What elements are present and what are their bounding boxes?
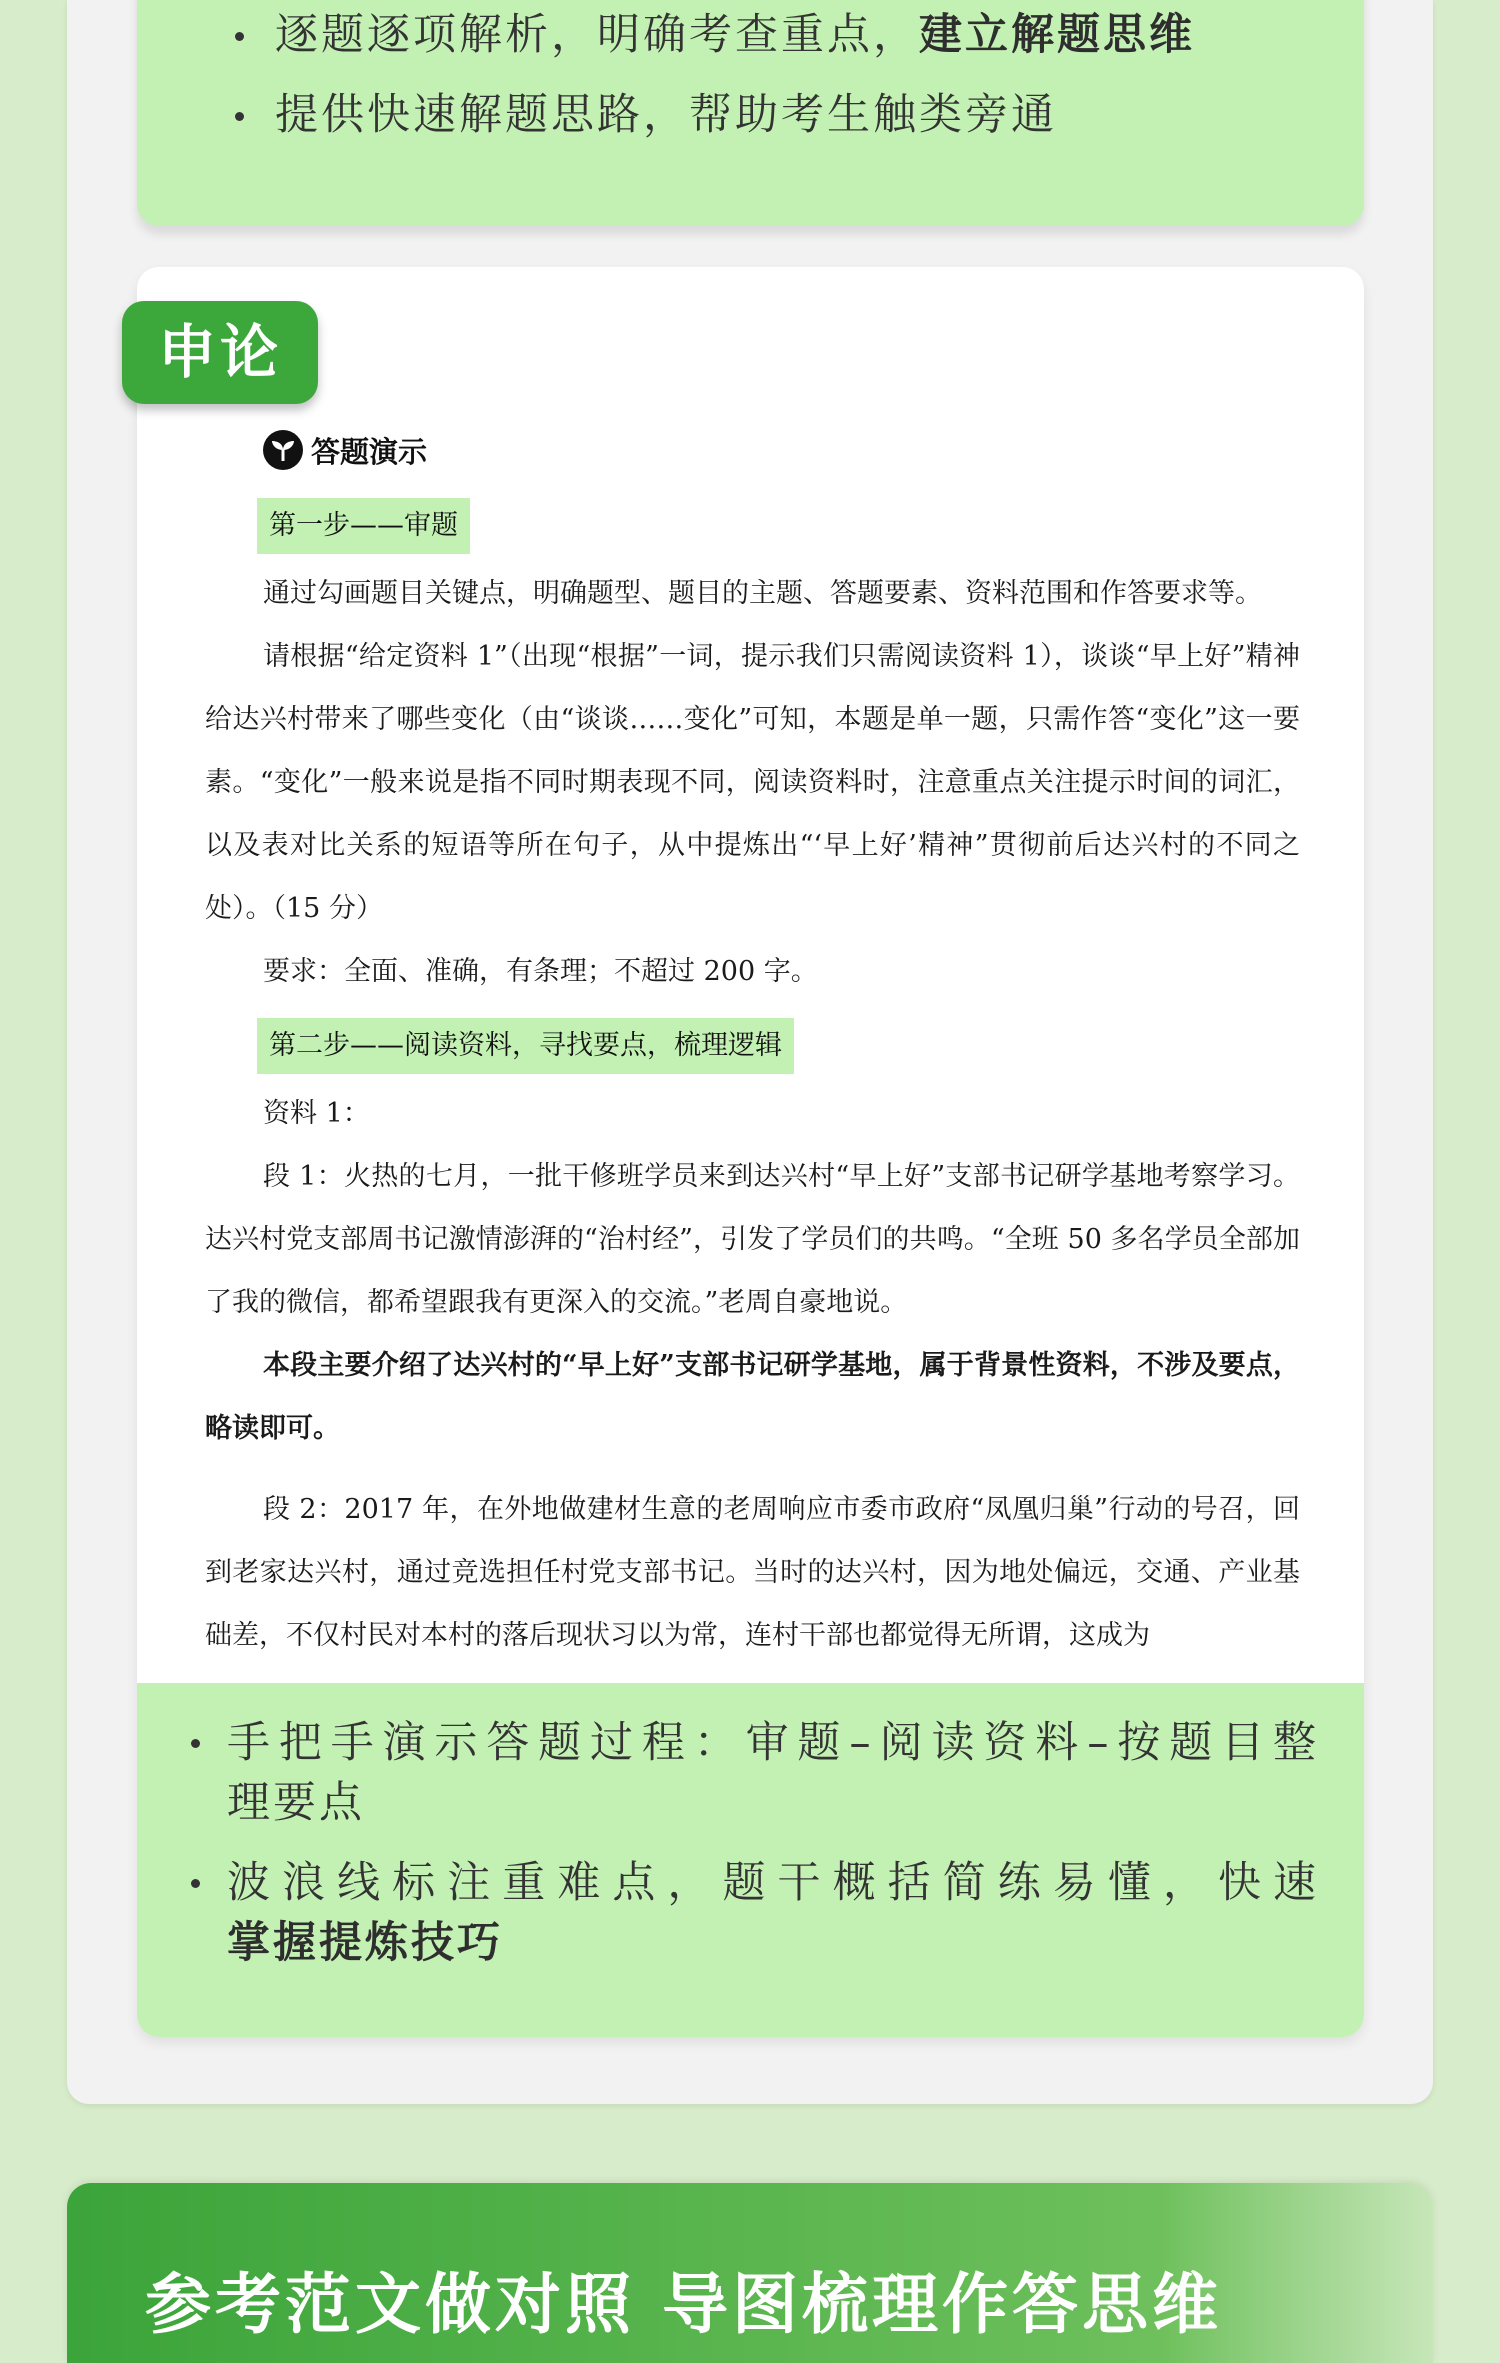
feature-list-top xyxy=(235,8,1195,168)
features-card-bottom xyxy=(137,1683,1364,2037)
doc-paragraph: 要求：全面、准确，有条理；不超过 200 字。 xyxy=(263,956,818,987)
feature-text: 提供快速解题思路，帮助考生触类旁通 xyxy=(275,90,1057,140)
step-heading-1: 第一步——审题 xyxy=(257,498,470,554)
feature-item xyxy=(235,88,1195,168)
feature-list-bottom xyxy=(189,1713,1319,1993)
step-heading-2: 第二步——阅读资料，寻找要点，梳理逻辑 xyxy=(257,1018,794,1074)
demo-heading xyxy=(263,430,427,470)
feature-text-cont: 理要点 xyxy=(227,1778,365,1828)
doc-paragraph: 段 2：2017 年，在外地做建材生意的老周响应市委市政府“凤凰归巢”行动的号召，回到老家达兴村，通过竞选担任村党支部书记。当时的达兴村，因为地处偏远，交通、产业基础差，不仅村民对本村的落后现状习以为常，连村干部也都觉得无所谓，这成为 xyxy=(205,1494,1300,1651)
feature-item xyxy=(235,8,1195,88)
banner-title: 参考范文做对照 导图梳理作答思维 xyxy=(145,2266,1222,2343)
feature-highlight: 建立解题思维 xyxy=(919,10,1195,60)
demo-title: 答题演示 xyxy=(311,434,428,469)
doc-paragraph-note: 本段主要介绍了达兴村的“早上好”支部书记研学基地，属于背景性资料，不涉及要点，略读即可。 xyxy=(205,1350,1300,1444)
feature-text: 波浪线标注重难点，题干概括简练易懂，快速 xyxy=(227,1858,1319,1908)
feature-text: 逐题逐项解析，明确考查重点， xyxy=(275,10,919,60)
doc-paragraph: 资料 1： xyxy=(263,1098,370,1129)
feature-item xyxy=(189,1713,1319,1833)
doc-paragraph: 请根据“给定资料 1”（出现“根据”一词，提示我们只需阅读资料 1），谈谈“早上好”精神给达兴村带来了哪些变化（由“谈谈……变化”可知，本题是单一题，只需作答“变化”这一要素。“变化”一般来说是指不同时期表现不同，阅读资料时，注意重点关注提示时间的词汇，以及表对比关系的短语等所在句子，从中提炼出“‘早上好’精神”贯彻前后达兴村的不同之处）。（15 分） xyxy=(205,641,1300,924)
feature-item xyxy=(189,1853,1319,1973)
next-section-banner xyxy=(67,2183,1433,2363)
sprout-icon xyxy=(263,430,303,470)
section-tag: 申论 xyxy=(122,301,318,404)
feature-highlight: 掌握提炼技巧 xyxy=(227,1918,503,1968)
doc-paragraph: 通过勾画题目关键点，明确题型、题目的主题、答题要素、资料范围和作答要求等。 xyxy=(263,578,1262,609)
feature-text: 手把手演示答题过程：审题–阅读资料–按题目整 xyxy=(227,1718,1319,1768)
doc-paragraph: 段 1：火热的七月，一批干修班学员来到达兴村“早上好”支部书记研学基地考察学习。达兴村党支部周书记激情澎湃的“治村经”，引发了学员们的共鸣。“全班 50 多名学员全部加了我的微信，都希望跟我有更深入的交流。”老周自豪地说。 xyxy=(205,1161,1300,1318)
features-card-top xyxy=(137,0,1364,226)
